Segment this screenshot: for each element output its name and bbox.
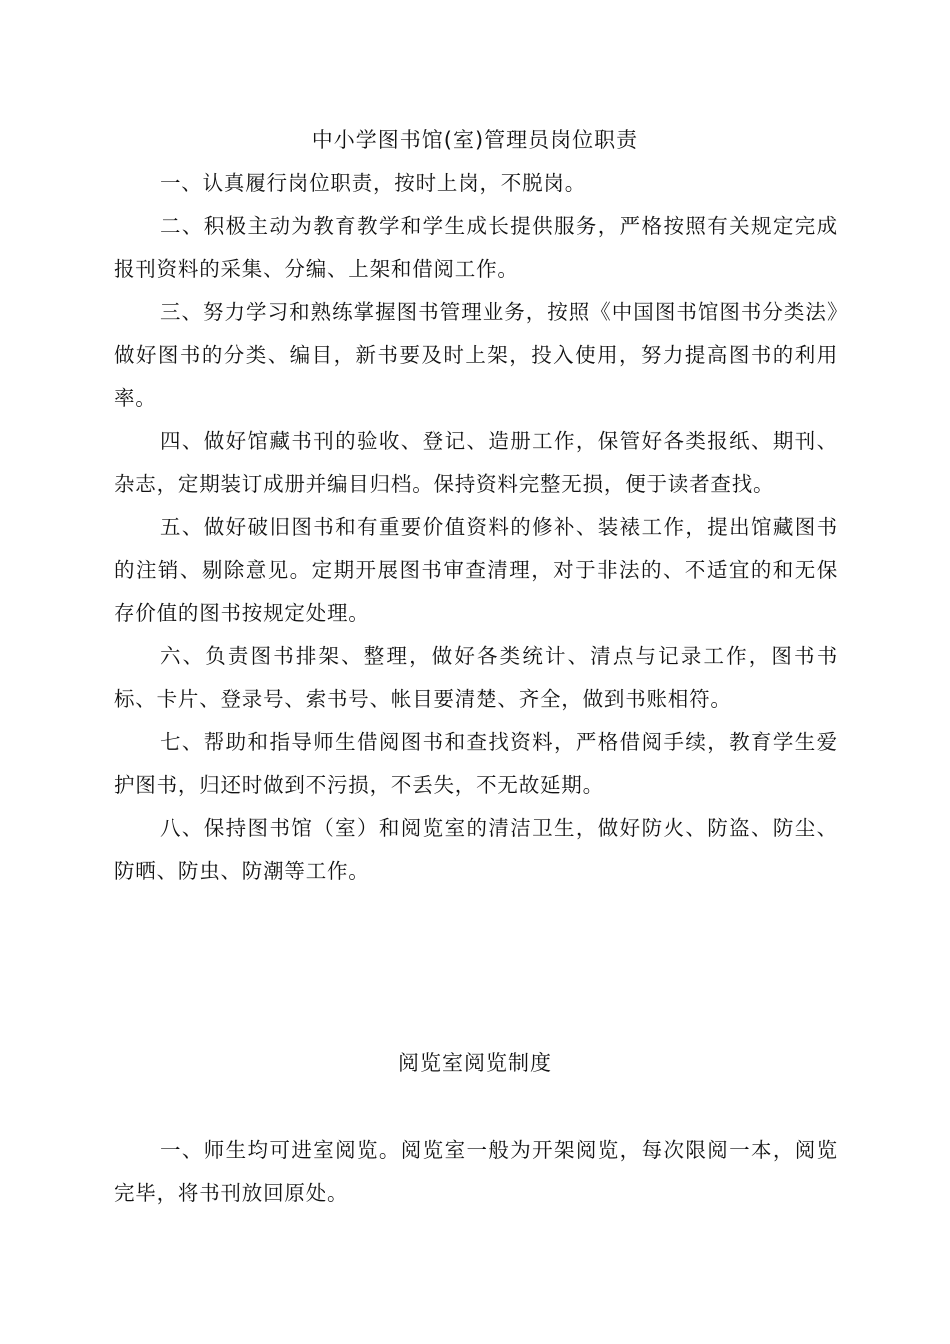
duty-item-8: 八、保持图书馆（室）和阅览室的清洁卫生，做好防火、防盗、防尘、防晒、防虫、防潮等工作。	[114, 816, 838, 883]
reading-rule-item-1: 一、师生均可进室阅览。阅览室一般为开架阅览，每次限阅一本，阅览完毕，将书刊放回原处。	[114, 1138, 838, 1205]
duty-item-5: 五、做好破旧图书和有重要价值资料的修补、装裱工作，提出馆藏图书的注销、剔除意见。定期开展图书审查清理，对于非法的、不适宜的和无保存价值的图书按规定处理。	[114, 515, 838, 625]
duty-item-3: 三、努力学习和熟练掌握图书管理业务，按照《中国图书馆图书分类法》做好图书的分类、编目，新书要及时上架，投入使用，努力提高图书的利用率。	[114, 300, 838, 410]
duty-item-7: 七、帮助和指导师生借阅图书和查找资料，严格借阅手续，教育学生爱护图书，归还时做到不污损，不丢失，不无故延期。	[114, 730, 838, 797]
duty-item-4: 四、做好馆藏书刊的验收、登记、造册工作，保管好各类报纸、期刊、杂志，定期装订成册并编目归档。保持资料完整无损，便于读者查找。	[114, 429, 838, 496]
duty-item-1: 一、认真履行岗位职责，按时上岗，不脱岗。	[160, 171, 586, 195]
duty-item-2: 二、积极主动为教育教学和学生成长提供服务，严格按照有关规定完成报刊资料的采集、分编、上架和借阅工作。	[114, 214, 838, 281]
section-title-reading-room-rules: 阅览室阅览制度	[398, 1051, 552, 1075]
section-title-librarian-duties: 中小学图书馆(室)管理员岗位职责	[311, 128, 639, 152]
duty-item-6: 六、负责图书排架、整理，做好各类统计、清点与记录工作，图书书标、卡片、登录号、索书号、帐目要清楚、齐全，做到书账相符。	[114, 644, 838, 711]
